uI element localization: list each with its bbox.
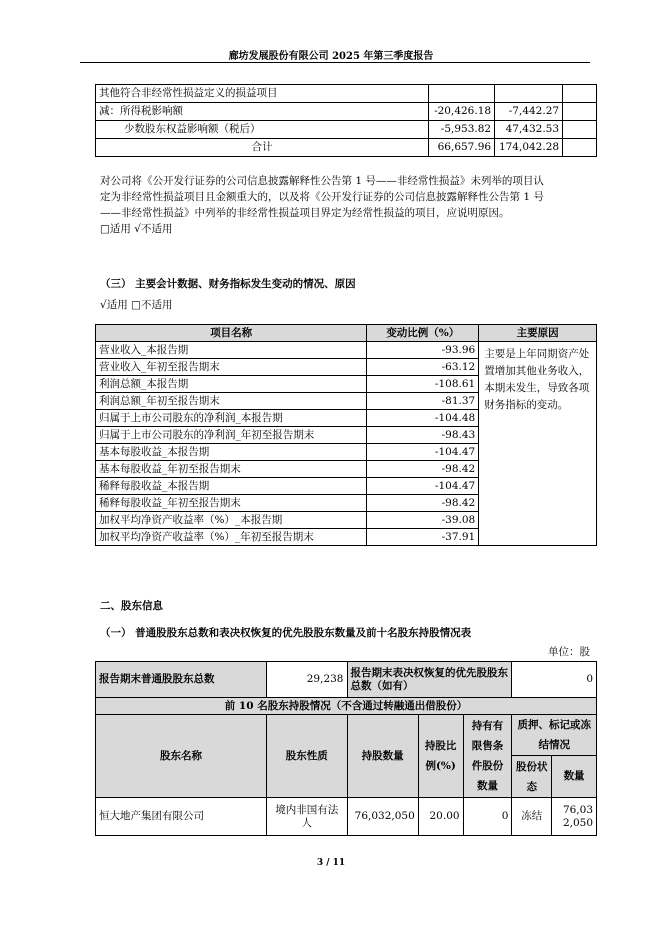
total-shareholders-label: 报告期末普通股股东总数 (96, 662, 267, 698)
table-row (96, 85, 597, 103)
paragraph-line: ——非经常性损益》中列举的非经常性损益项目界定为经常性损益的项目，应说明原因。 (100, 207, 510, 219)
change-pct: -81.37 (367, 393, 479, 410)
preferred-shareholders-label: 报告期末表决权恢复的优先股股东总数（如有） (347, 662, 512, 698)
item-name: 稀释每股收益_年初至报告期末 (96, 495, 367, 512)
table-row (96, 798, 597, 836)
item-name: 加权平均净资产收益率（%）_年初至报告期末 (96, 529, 367, 546)
section-title: 二、股东信息 (100, 600, 163, 612)
table-row (96, 342, 597, 359)
row-value-2: -7,442.27 (495, 103, 563, 121)
pledge-count: 76,032,050 (552, 798, 597, 836)
table-row (96, 139, 597, 157)
item-name: 基本每股收益_本报告期 (96, 444, 367, 461)
row-label: 合计 (96, 139, 429, 157)
unit-label: 单位：股 (548, 646, 590, 658)
column-header: 股东性质 (267, 715, 347, 798)
applicability-option: □适用 √不适用 (100, 223, 173, 235)
total-shareholders-value: 29,238 (267, 662, 347, 698)
changes-table (95, 324, 597, 546)
row-value-1: -5,953.82 (429, 121, 495, 139)
row-label: 少数股东权益影响额（税后） (96, 121, 429, 139)
item-name: 基本每股收益_年初至报告期末 (96, 461, 367, 478)
change-pct: -98.42 (367, 461, 479, 478)
item-name: 利润总额_本报告期 (96, 376, 367, 393)
change-pct: -63.12 (367, 359, 479, 376)
column-header: 质押、标记或冻结情况 (512, 715, 597, 756)
shareholding-ratio: 20.00 (418, 798, 463, 836)
row-value-2: 47,432.53 (495, 121, 563, 139)
row-note (563, 85, 597, 103)
pledge-status: 冻结 (512, 798, 552, 836)
item-name: 归属于上市公司股东的净利润_本报告期 (96, 410, 367, 427)
column-header: 持有有限售条件股份数量 (463, 715, 512, 798)
row-label: 减：所得税影响额 (96, 103, 429, 121)
item-name: 归属于上市公司股东的净利润_年初至报告期末 (96, 427, 367, 444)
column-header: 股份状态 (512, 756, 552, 798)
restricted-shares: 0 (463, 798, 512, 836)
change-pct: -104.48 (367, 410, 479, 427)
row-note (563, 103, 597, 121)
column-header: 持股数量 (347, 715, 418, 798)
header-rule (80, 62, 590, 63)
table-header-row (96, 325, 597, 342)
change-pct: -104.47 (367, 478, 479, 495)
change-pct: -104.47 (367, 444, 479, 461)
row-value-1: -20,426.18 (429, 103, 495, 121)
row-value-1 (429, 85, 495, 103)
table-header-row (96, 715, 597, 756)
report-header-title: 廊坊发展股份有限公司 2025 年第三季度报告 (228, 51, 434, 62)
row-label: 其他符合非经常性损益定义的损益项目 (96, 85, 429, 103)
item-name: 加权平均净资产收益率（%）_本报告期 (96, 512, 367, 529)
column-header: 项目名称 (96, 325, 367, 342)
row-note (563, 121, 597, 139)
page-number: 3 / 11 (316, 858, 346, 868)
change-pct: -108.61 (367, 376, 479, 393)
item-name: 稀释每股收益_本报告期 (96, 478, 367, 495)
preferred-shareholders-value: 0 (512, 662, 597, 698)
row-value-1: 66,657.96 (429, 139, 495, 157)
column-header: 变动比例（%） (367, 325, 479, 342)
shareholder-nature: 境内非国有法人 (267, 798, 347, 836)
item-name: 利润总额_年初至报告期末 (96, 393, 367, 410)
change-pct: -93.96 (367, 342, 479, 359)
paragraph-line: 对公司将《公开发行证券的公司信息披露解释性公告第 1 号——非经常性损益》未列举的项目认 (100, 175, 544, 187)
item-name: 营业收入_本报告期 (96, 342, 367, 359)
change-pct: -98.43 (367, 427, 479, 444)
top10-header: 前 10 名股东持股情况（不含通过转融通出借股份） (96, 698, 597, 715)
shareholder-name: 恒大地产集团有限公司 (96, 798, 267, 836)
table-row (96, 698, 597, 715)
shareholders-table (95, 661, 597, 836)
column-header: 数量 (552, 756, 597, 798)
row-note (563, 139, 597, 157)
applicability-option: √适用 □不适用 (100, 299, 173, 311)
change-pct: -39.08 (367, 512, 479, 529)
row-value-2: 174,042.28 (495, 139, 563, 157)
item-name: 营业收入_年初至报告期末 (96, 359, 367, 376)
table-row (96, 662, 597, 698)
change-pct: -98.42 (367, 495, 479, 512)
change-pct: -37.91 (367, 529, 479, 546)
section-title: （三） 主要会计数据、财务指标发生变动的情况、原因 (100, 278, 356, 290)
table-row (96, 121, 597, 139)
shareholding-qty: 76,032,050 (347, 798, 418, 836)
table-row (96, 103, 597, 121)
column-header: 股东名称 (96, 715, 267, 798)
paragraph-line: 定为非经常性损益项目且金额重大的，以及将《公开发行证券的公司信息披露解释性公告第 1 号 (100, 191, 544, 203)
column-header: 持股比例(%) (418, 715, 463, 798)
explanation-paragraph (100, 173, 600, 237)
main-reason: 主要是上年同期资产处置增加其他业务收入，本期未发生，导致各项财务指标的变动。 (479, 342, 597, 546)
row-value-2 (495, 85, 563, 103)
section-subtitle: （一） 普通股股东总数和表决权恢复的优先股股东数量及前十名股东持股情况表 (100, 627, 472, 639)
non-recurring-table (95, 84, 597, 157)
column-header: 主要原因 (479, 325, 597, 342)
